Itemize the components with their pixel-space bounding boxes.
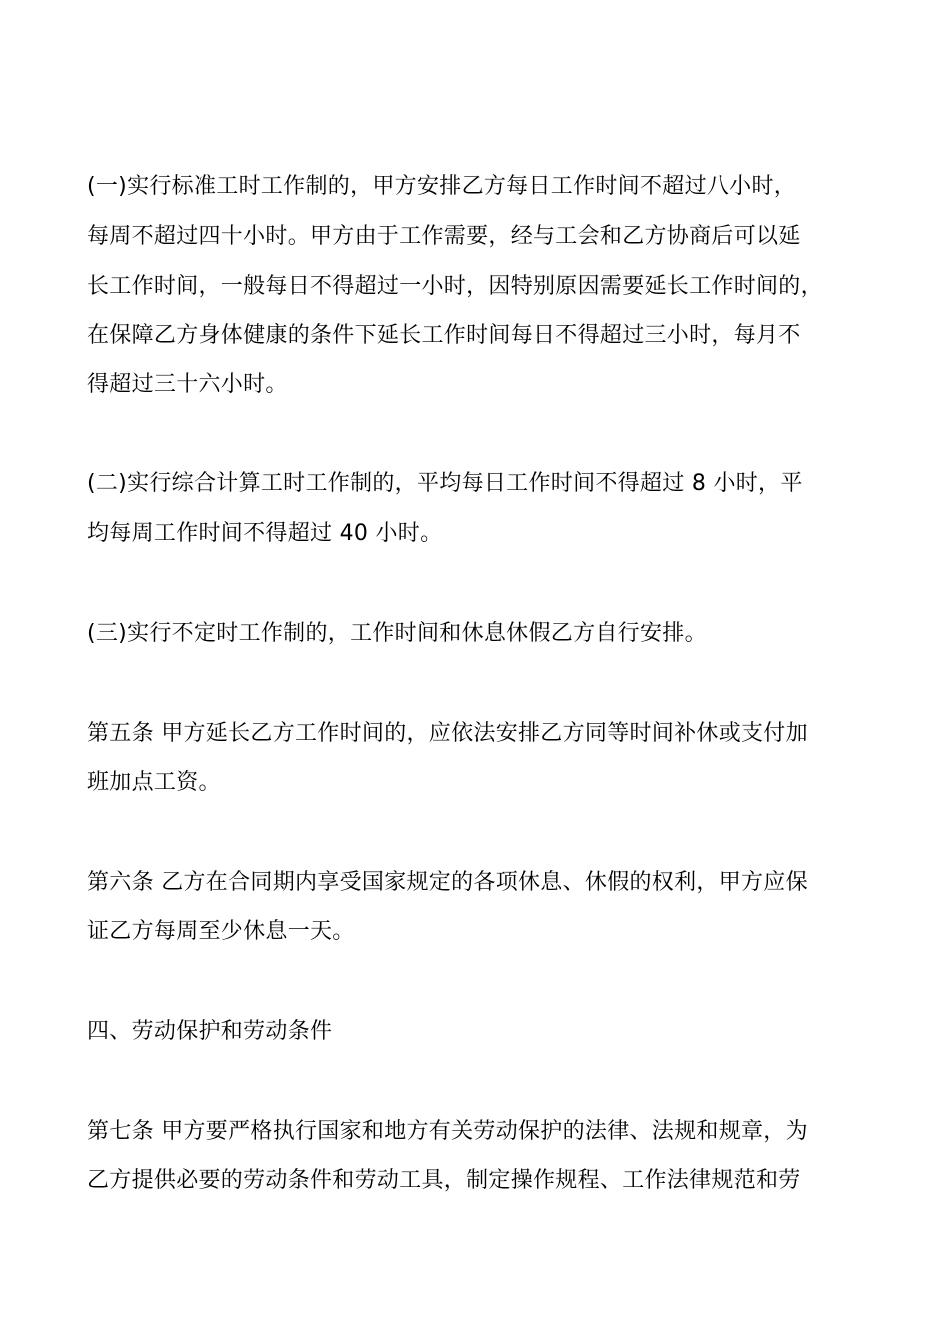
paragraph-3-line-1: (三)实行不定时工作制的，工作时间和休息休假乙方自行安排。 <box>87 621 707 646</box>
paragraph-1-line-4: 在保障乙方身体健康的条件下延长工作时间每日不得超过三小时，每月不 <box>87 323 801 348</box>
paragraph-1-line-5: 得超过三十六小时。 <box>87 372 288 397</box>
paragraph-1-line-2: 每周不超过四十小时。甲方由于工作需要，经与工会和乙方协商后可以延 <box>87 224 801 249</box>
article-7-line-2: 乙方提供必要的劳动条件和劳动工具，制定操作规程、工作法律规范和劳 <box>87 1168 801 1193</box>
article-5-line-1: 第五条 甲方延长乙方工作时间的，应依法安排乙方同等时间补休或支付加 <box>87 721 808 746</box>
article-6-line-1: 第六条 乙方在合同期内享受国家规定的各项休息、休假的权利，甲方应保 <box>87 870 808 895</box>
paragraph-1-line-1: (一)实行标准工时工作制的，甲方安排乙方每日工作时间不超过八小时， <box>87 174 797 199</box>
paragraph-2-line-1: (二)实行综合计算工时工作制的，平均每日工作时间不得超过 8 小时，平 <box>87 471 803 496</box>
article-7-line-1: 第七条 甲方要严格执行国家和地方有关劳动保护的法律、法规和规章，为 <box>87 1119 808 1144</box>
section-heading-4: 四、劳动保护和劳动条件 <box>87 1019 333 1044</box>
paragraph-2-line-2: 均每周工作时间不得超过 40 小时。 <box>87 521 443 546</box>
paragraph-1-line-3: 长工作时间，一般每日不得超过一小时，因特别原因需要延长工作时间的， <box>87 274 823 299</box>
article-5-line-2: 班加点工资。 <box>87 770 221 795</box>
article-6-line-2: 证乙方每周至少休息一天。 <box>87 919 355 944</box>
